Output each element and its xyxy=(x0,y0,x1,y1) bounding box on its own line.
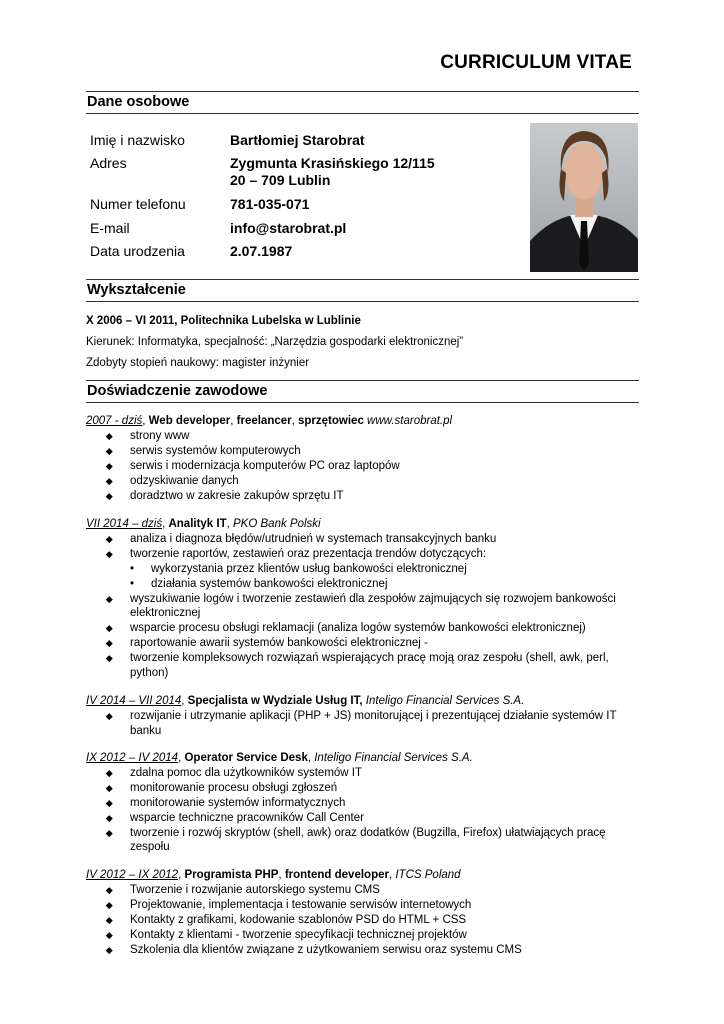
job-subduty: • działania systemów bankowości elektronicznej xyxy=(130,577,638,592)
job-role: Operator Service Desk xyxy=(184,752,308,764)
education-major: Kierunek: Informatyka, specjalność: „Narzędzia gospodarki elektronicznej” xyxy=(86,336,464,348)
section-heading-experience: Doświadczenie zawodowe xyxy=(86,380,639,403)
job-company: PKO Bank Polski xyxy=(233,518,321,530)
job-duty: tworzenie kompleksowych rozwiązań wspierających pracę moją oraz zespołu (shell, awk, perl, python) xyxy=(86,651,638,681)
section-heading-personal: Dane osobowe xyxy=(86,91,639,114)
job-entry-4 xyxy=(86,751,646,855)
separator: , xyxy=(307,752,315,764)
job-header xyxy=(86,751,646,766)
separator: , xyxy=(181,695,188,707)
job-entry-3 xyxy=(86,694,646,739)
address-line1: Zygmunta Krasińskiego 12/115 xyxy=(230,155,435,171)
portrait-illustration xyxy=(530,123,638,272)
job-period: IV 2014 – VII 2014 xyxy=(86,695,182,707)
job-duty: Kontakty z klientami - tworzenie specyfikacji technicznej projektów xyxy=(86,928,638,943)
job-duty: wsparcie techniczne pracowników Call Center xyxy=(86,811,638,826)
job-role: frontend developer xyxy=(284,869,389,881)
separator: , xyxy=(142,415,149,427)
education-period-school: X 2006 – VI 2011, Politechnika Lubelska w Lublinie xyxy=(86,315,361,327)
job-duties xyxy=(86,709,646,739)
job-period: IX 2012 – IV 2014 xyxy=(86,752,179,764)
job-duty: Kontakty z grafikami, kodowanie szablonów PSD do HTML + CSS xyxy=(86,913,638,928)
address-label: Adres xyxy=(90,155,127,171)
job-duty: serwis i modernizacja komputerów PC oraz laptopów xyxy=(86,459,638,474)
job-period: VII 2014 – dziś xyxy=(86,518,163,530)
dob-label: Data urodzenia xyxy=(90,243,185,259)
separator: , xyxy=(388,869,396,881)
section-heading-education: Wykształcenie xyxy=(86,279,639,302)
job-duty: strony www xyxy=(86,429,638,444)
job-role: Web developer xyxy=(148,415,231,427)
separator: , xyxy=(226,518,234,530)
email-label: E-mail xyxy=(90,220,130,236)
job-duty: analiza i diagnoza błędów/utrudnień w systemach transakcyjnych banku xyxy=(86,532,638,547)
job-duties xyxy=(86,766,646,855)
job-duty: Szkolenia dla klientów związane z użytkowaniem serwisu oraz systemu CMS xyxy=(86,943,638,958)
job-duty: monitorowanie procesu obsługi zgłoszeń xyxy=(86,781,638,796)
job-entry-2 xyxy=(86,517,646,681)
job-duty: wyszukiwanie logów i tworzenie zestawień dla zespołów zajmujących się rozwojem bankowości elektronicznej xyxy=(86,592,638,622)
job-company: www.starobrat.pl xyxy=(367,415,453,427)
job-duty: odzyskiwanie danych xyxy=(86,474,638,489)
job-entry-5 xyxy=(86,868,646,957)
job-role: sprzętowiec xyxy=(298,415,364,427)
job-duty-text: tworzenie raportów, zestawień oraz prezentacja trendów dotyczących: xyxy=(130,547,487,560)
job-duty: raportowanie awarii systemów bankowości elektronicznej - xyxy=(86,636,638,651)
job-duty-with-subitems xyxy=(86,547,638,592)
email-value: info@starobrat.pl xyxy=(230,220,347,236)
job-duty: Projektowanie, implementacja i testowanie serwisów internetowych xyxy=(86,898,638,913)
job-subduties xyxy=(130,562,638,592)
separator: , xyxy=(178,869,185,881)
job-header xyxy=(86,517,646,532)
job-company: ITCS Poland xyxy=(395,869,461,881)
job-duty: rozwijanie i utrzymanie aplikacji (PHP + JS) monitorującej i prezentującej działanie systemów IT banku xyxy=(86,709,638,739)
job-role: Programista PHP xyxy=(184,869,279,881)
name-label: Imię i nazwisko xyxy=(90,132,185,148)
separator: , xyxy=(162,518,169,530)
job-subduty: • wykorzystania przez klientów usług bankowości elektronicznej xyxy=(130,562,638,577)
job-role: freelancer xyxy=(236,415,292,427)
job-duty: Tworzenie i rozwijanie autorskiego systemu CMS xyxy=(86,883,638,898)
separator: , xyxy=(178,752,185,764)
job-role: Analityk IT xyxy=(168,518,227,530)
education-degree: Zdobyty stopień naukowy: magister inżynier xyxy=(86,357,310,369)
document-title: CURRICULUM VITAE xyxy=(440,52,632,73)
job-header xyxy=(86,868,646,883)
job-duty: zdalna pomoc dla użytkowników systemów IT xyxy=(86,766,638,781)
job-entry-1 xyxy=(86,414,646,503)
profile-photo xyxy=(530,123,638,272)
dob-value: 2.07.1987 xyxy=(230,243,293,259)
job-duty: doradztwo w zakresie zakupów sprzętu IT xyxy=(86,489,638,504)
job-period: IV 2012 – IX 2012 xyxy=(86,869,179,881)
phone-value: 781-035-071 xyxy=(230,196,310,212)
separator: , xyxy=(278,869,285,881)
phone-label: Numer telefonu xyxy=(90,196,186,212)
separator: , xyxy=(230,415,237,427)
job-period: 2007 - dziś xyxy=(86,415,143,427)
job-duties xyxy=(86,883,646,958)
job-company: Inteligo Financial Services S.A. xyxy=(365,695,525,707)
job-duties xyxy=(86,532,646,681)
job-duty: wsparcie procesu obsługi reklamacji (analiza logów systemów bankowości elektronicznej) xyxy=(86,621,638,636)
job-duties xyxy=(86,429,646,504)
job-header xyxy=(86,414,646,429)
job-company: Inteligo Financial Services S.A. xyxy=(314,752,473,764)
separator: , xyxy=(291,415,299,427)
job-role: Specjalista w Wydziale Usług IT, xyxy=(187,695,363,707)
address-line2: 20 – 709 Lublin xyxy=(230,172,331,188)
job-duty: tworzenie i rozwój skryptów (shell, awk) oraz dodatków (Bugzilla, Firefox) ułatwiających pracę zespołu xyxy=(86,826,638,856)
job-duty: monitorowanie systemów informatycznych xyxy=(86,796,638,811)
job-duty: serwis systemów komputerowych xyxy=(86,444,638,459)
job-header xyxy=(86,694,646,709)
name-value: Bartłomiej Starobrat xyxy=(230,132,365,148)
